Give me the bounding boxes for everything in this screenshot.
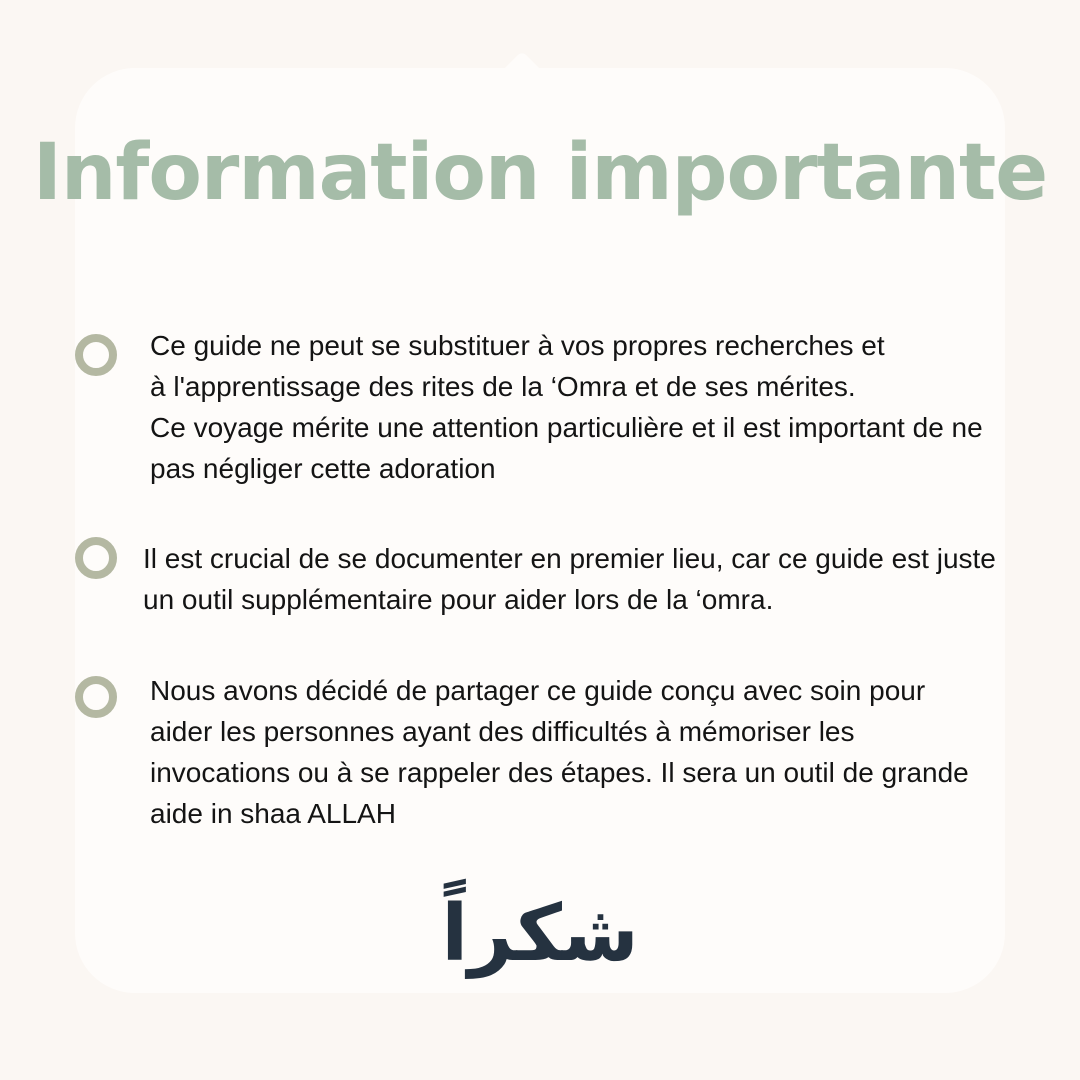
bullet-2-circle-icon [75,537,117,579]
closing-arabic-text: شكراً [441,889,639,979]
item-1-line-1: Ce guide ne peut se substituer à vos propres recherches et [150,330,885,361]
bullet-1-circle-icon [75,334,117,376]
page-title: Information importante [32,128,1048,218]
item-1-line-3: Ce voyage mérite une attention particulière et il est important de ne pas négliger cette adoration [150,412,983,484]
item-1-line-2: à l'apprentissage des rites de la ‘Omra et de ses mérites. [150,371,856,402]
item-1-text [150,325,1000,489]
bullet-3-circle-icon [75,676,117,718]
item-2-text: Il est crucial de se documenter en premier lieu, car ce guide est juste un outil supplémentaire pour aider lors de la ‘omra. [143,543,996,615]
item-3-text: Nous avons décidé de partager ce guide conçu avec soin pour aider les personnes ayant des difficultés à mémoriser les invocations ou à se rappeler des étapes. Il sera un outil de grande aide in shaa ALLAH [150,675,969,829]
